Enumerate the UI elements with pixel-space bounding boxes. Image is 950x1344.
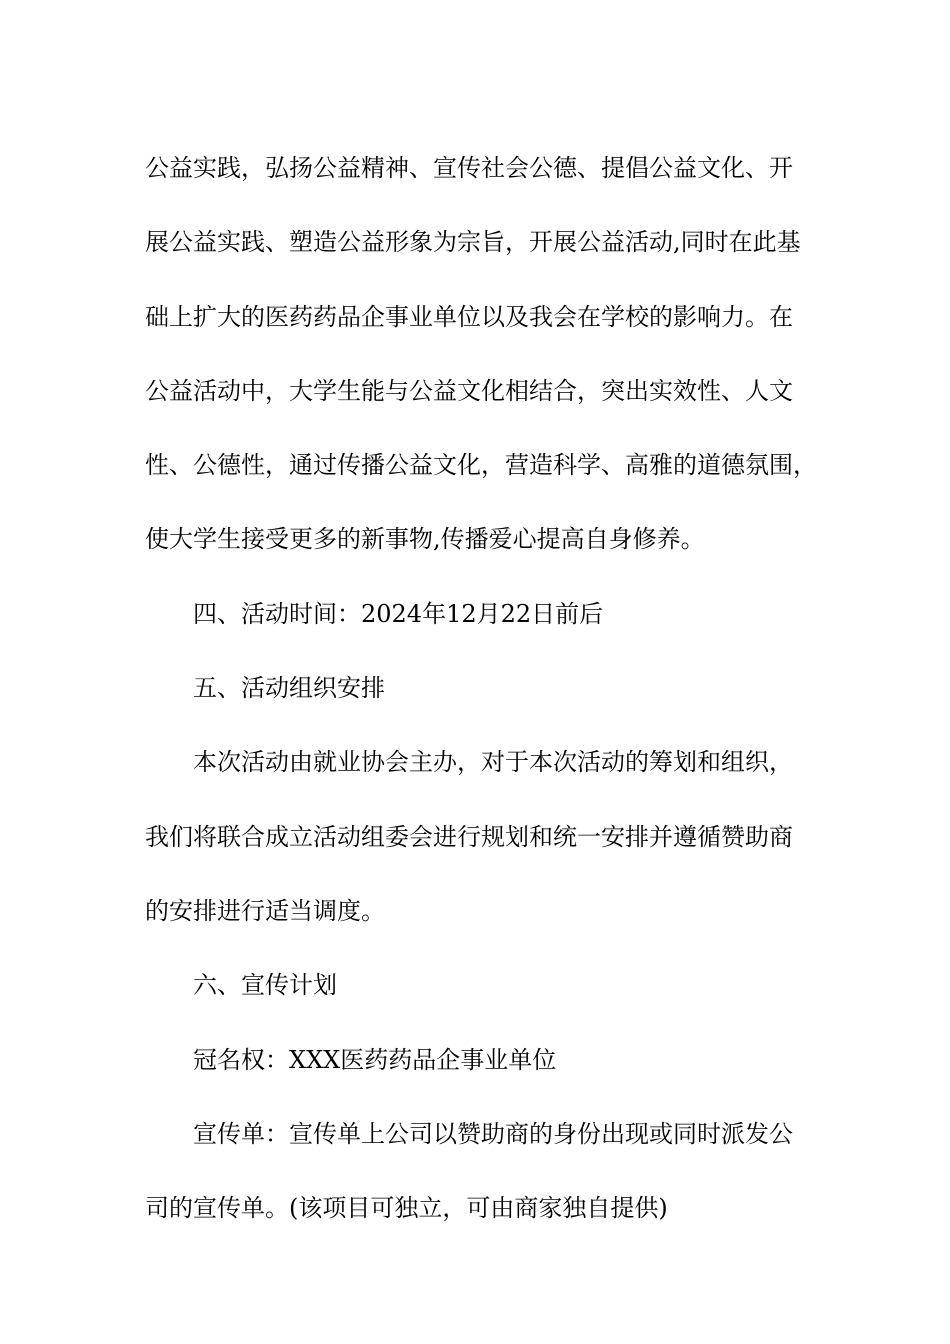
text-line: 冠名权：XXX医药药品企事业单位 bbox=[193, 1045, 557, 1074]
text-line: 性、公德性，通过传播公益文化，营造科学、高雅的道德氛围， bbox=[145, 451, 817, 480]
text-line: 公益活动中，大学生能与公益文化相结合，突出实效性、人文 bbox=[145, 376, 793, 405]
text-line: 础上扩大的医药药品企事业单位以及我会在学校的影响力。在 bbox=[145, 302, 793, 331]
text-line: 公益实践，弘扬公益精神、宣传社会公德、提倡公益文化、开 bbox=[145, 154, 793, 182]
document-body bbox=[145, 131, 825, 1245]
text-line: 我们将联合成立活动组委会进行规划和统一安排并遵循赞助商 bbox=[145, 822, 793, 851]
text-line: 展公益实践、塑造公益形象为宗旨，开展公益活动,同时在此基 bbox=[145, 228, 801, 257]
text-line: 宣传单：宣传单上公司以赞助商的身份出现或同时派发公 bbox=[193, 1119, 793, 1148]
section-heading-organization: 五、活动组织安排 bbox=[193, 674, 385, 703]
section-heading-activity-time: 四、活动时间：2024年12月22日前后 bbox=[193, 599, 604, 628]
text-line: 的安排进行适当调度。 bbox=[145, 896, 385, 925]
text-line: 使大学生接受更多的新事物,传播爱心提高自身修养。 bbox=[145, 525, 705, 554]
text-line: 本次活动由就业协会主办，对于本次活动的筹划和组织， bbox=[193, 748, 793, 777]
text-line: 司的宣传单。(该项目可独立，可由商家独自提供) bbox=[145, 1194, 668, 1223]
section-heading-publicity-plan: 六、宣传计划 bbox=[193, 971, 337, 1000]
